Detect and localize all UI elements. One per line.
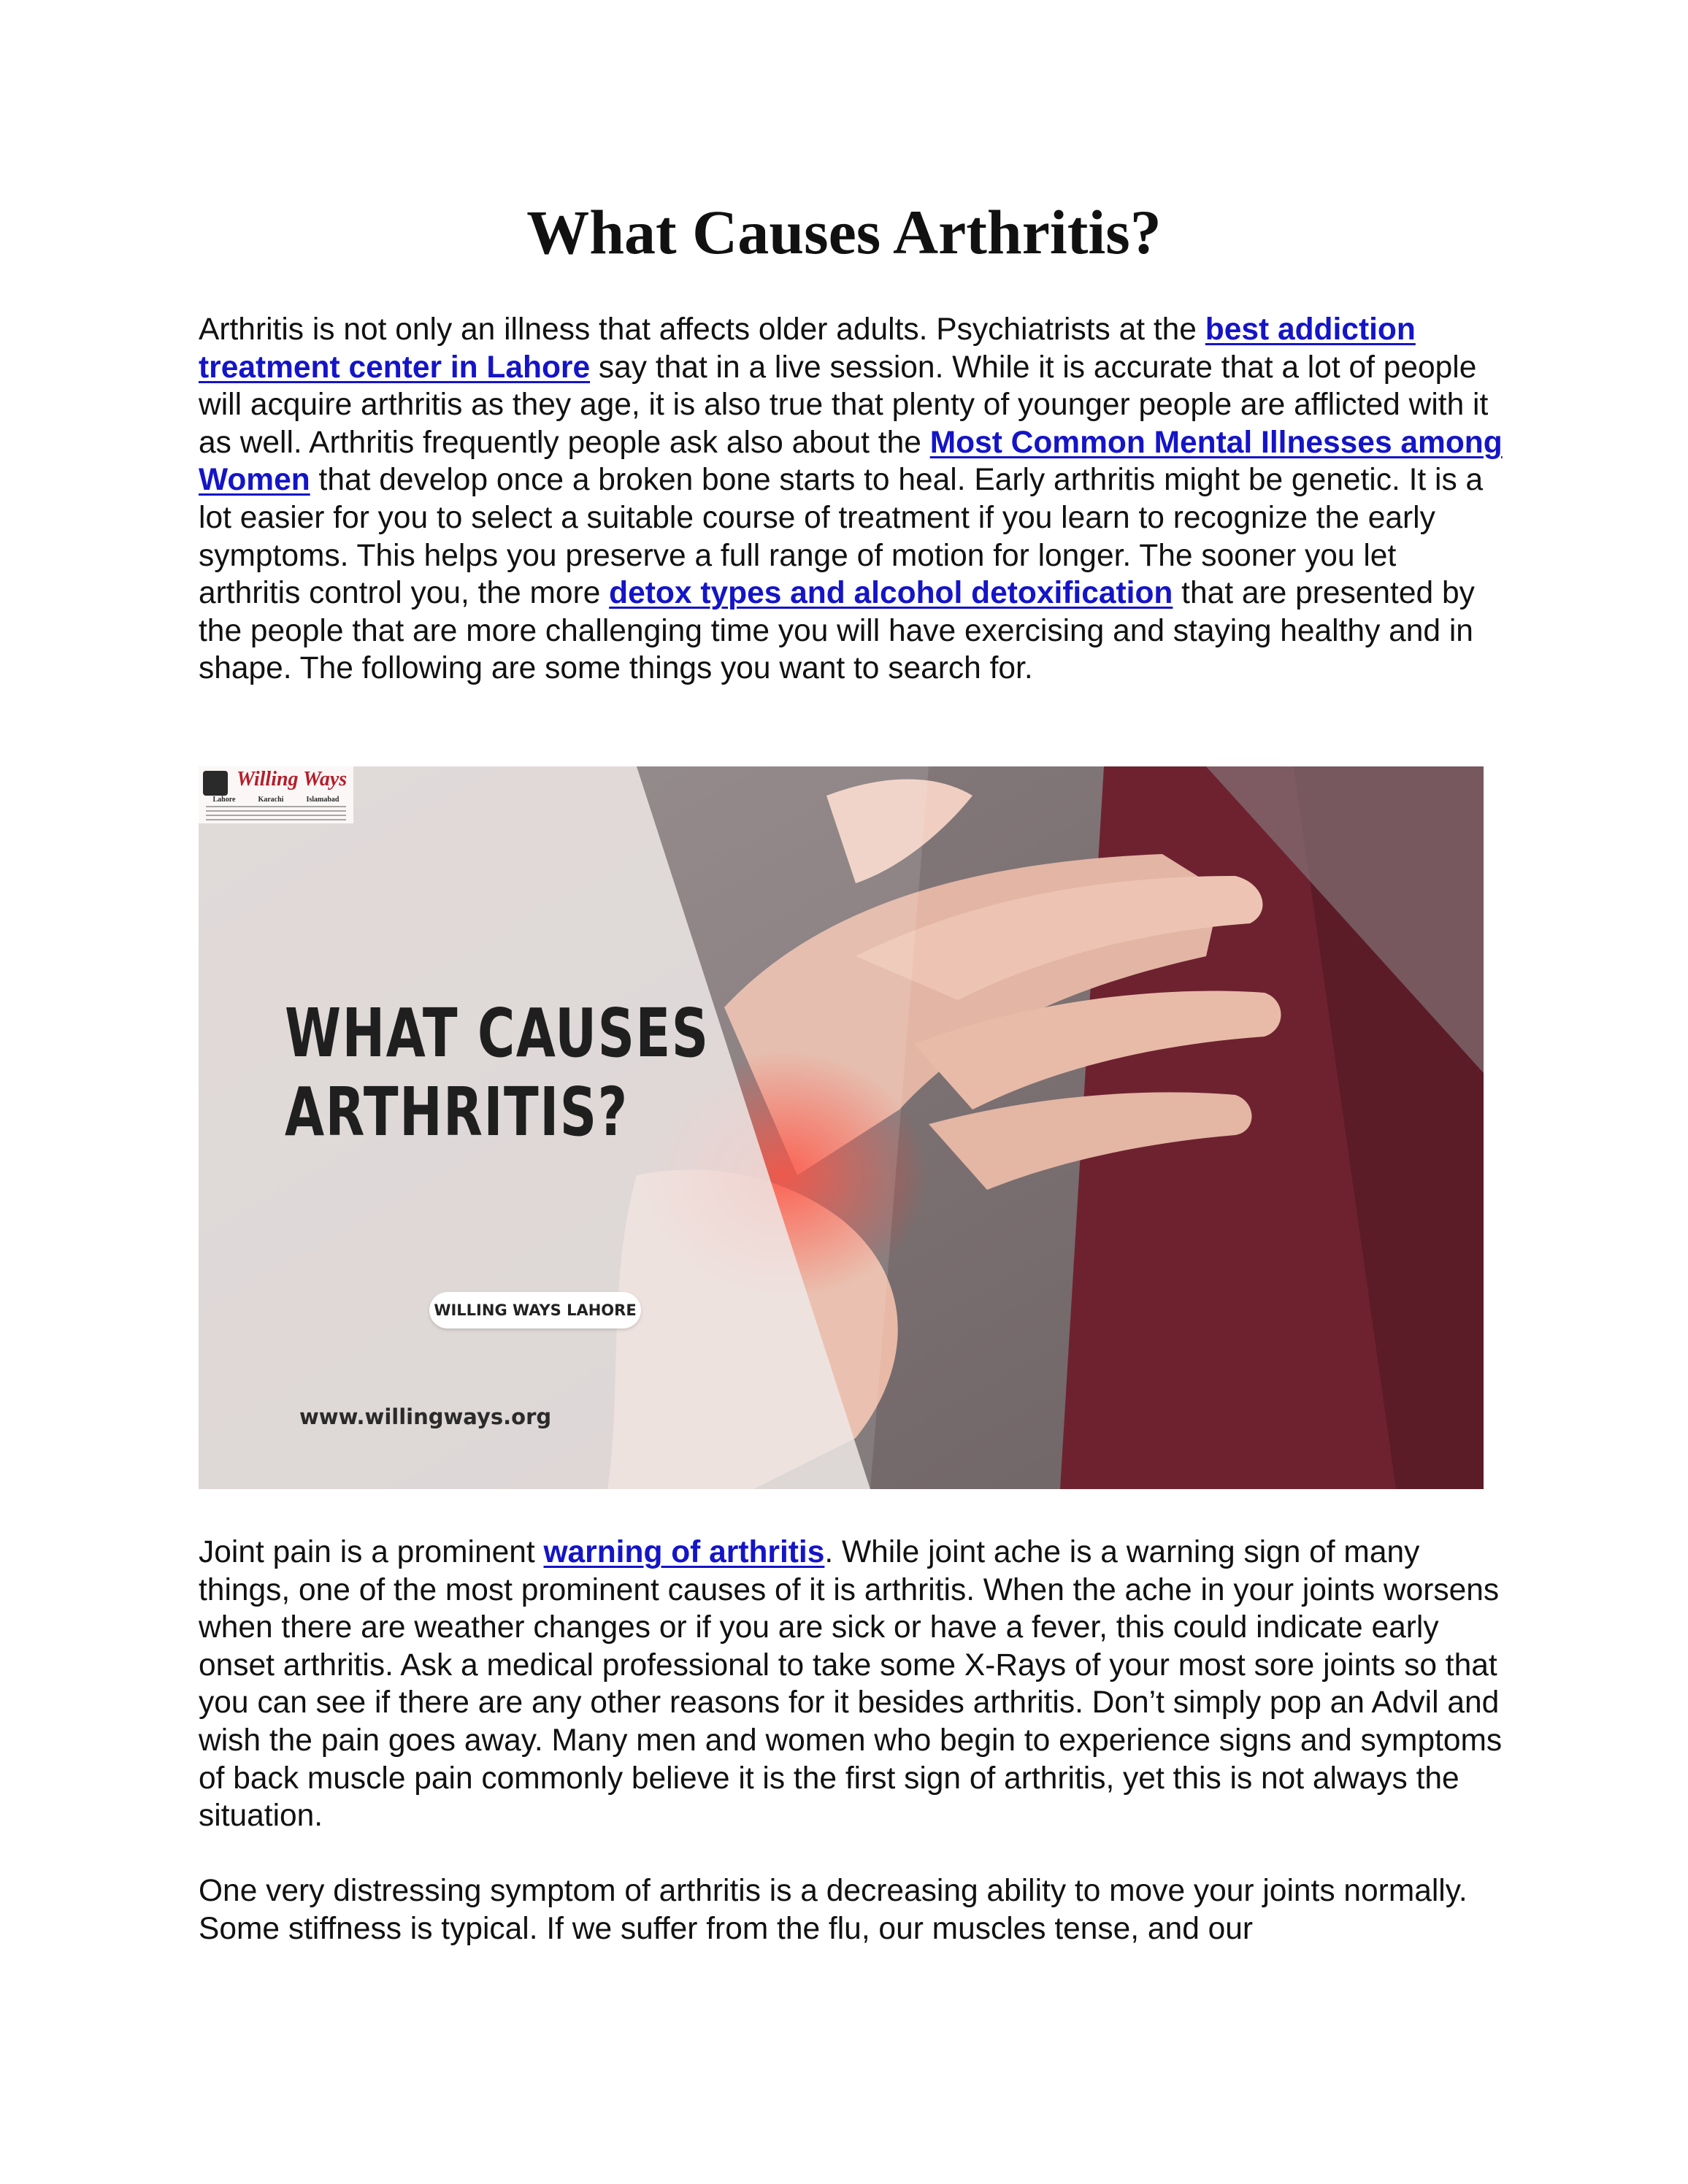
- text-run: that are presented by the people that are more challenging time you will have exercising and staying healthy and in shape. The following are some things you want to search for.: [199, 576, 1475, 686]
- link-common-mental-illnesses-women[interactable]: Most Common Mental Illnesses among Women: [199, 425, 1503, 498]
- stiffness-paragraph: [199, 1872, 1505, 1947]
- willing-ways-logo: [199, 766, 353, 823]
- hero-badge: WILLING WAYS LAHORE: [429, 1292, 641, 1329]
- text-run: say that in a live session. While it is accurate that a lot of people will acquire arthritis as they age, it is also true that plenty of younger people are afflicted with it as well. Arthritis frequently people ask also about the: [199, 350, 1489, 460]
- logo-fine-print: [206, 806, 346, 820]
- text-run: One very distressing symptom of arthritis is a decreasing ability to move your joints normally. Some stiffness is typical. If we suffer from the flu, our muscles tense, and our: [199, 1874, 1468, 1946]
- text-run: that develop once a broken bone starts to heal. Early arthritis might be genetic. It is a lot easier for you to select a suitable course of treatment if you learn to recognize the early symptoms. This helps you preserve a full range of motion for longer. The sooner you let arthritis control you, the more: [199, 463, 1484, 611]
- hero-image: [199, 766, 1484, 1489]
- link-best-addiction-treatment-center[interactable]: best addiction treatment center in Lahore: [199, 312, 1416, 385]
- text-run: . While joint ache is a warning sign of many things, one of the most prominent causes of it is arthritis. When the ache in your joints worsens when there are weather changes or if you are sick or have a fever, this could indicate early onset arthritis. Ask a medical professional to take some X-Rays of your most sore joints so that you can see if there are any other reasons for it besides arthritis. Don’t simply pop an Advil and wish the pain goes away. Many men and women who begin to experience signs and symptoms of back muscle pain commonly believe it is the first sign of arthritis, yet this is not always the situation.: [199, 1535, 1503, 1834]
- text-run: Joint pain is a prominent: [199, 1535, 544, 1569]
- page-title: What Causes Arthritis?: [526, 197, 1162, 267]
- intro-paragraph: [199, 311, 1505, 688]
- logo-city: Islamabad: [306, 796, 339, 804]
- logo-city: Lahore: [212, 796, 236, 804]
- hero-website-url: www.willingways.org: [299, 1404, 552, 1429]
- link-detox-types[interactable]: detox types and alcohol detoxification: [609, 576, 1173, 611]
- logo-cities: [202, 796, 350, 804]
- logo-city: Karachi: [258, 796, 284, 804]
- logo-emblem-icon: [203, 771, 228, 796]
- text-run: Arthritis is not only an illness that affects older adults. Psychiatrists at the: [199, 312, 1205, 347]
- joint-pain-paragraph: [199, 1534, 1505, 1835]
- logo-wordmark: Willing Ways: [237, 768, 348, 791]
- hero-heading: WHAT CAUSES ARTHRITIS?: [285, 994, 710, 1151]
- link-warning-of-arthritis[interactable]: warning of arthritis: [543, 1535, 825, 1569]
